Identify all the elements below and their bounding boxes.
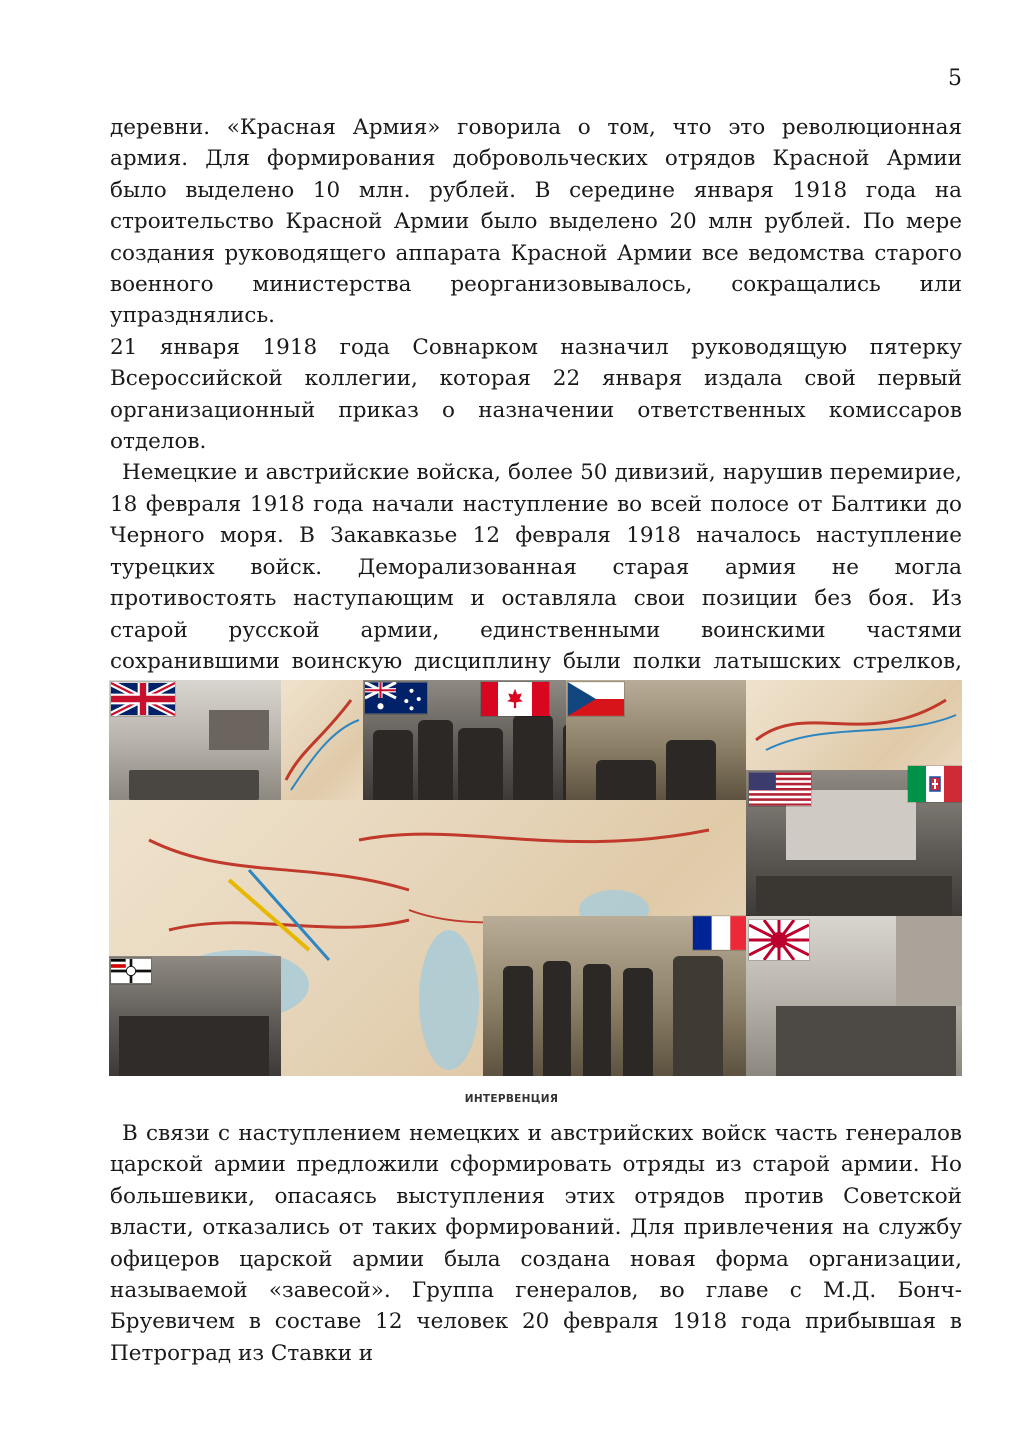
text-block-bottom xyxy=(110,1118,962,1369)
map-northwest xyxy=(281,680,363,800)
uk-flag xyxy=(111,682,175,716)
japan-flag xyxy=(749,920,809,960)
paragraph: деревни. «Красная Армия» говорила о том, что это революционная армия. Для формирования добровольческих отрядов Красной Армии было выделено 10 млн. рублей. В середине января 1918 года на строительство Красной Армии было выделено 20 млн рублей. По мере создания руководящего аппарата Красной Армии все ведомства старого военного министерства реорганизовывалось, сокращались или упразднялись. xyxy=(110,115,962,329)
text-block-top xyxy=(110,112,962,709)
czechoslovakia-flag xyxy=(568,682,624,716)
intervention-collage xyxy=(109,680,962,1076)
map-siberia xyxy=(746,680,962,770)
paragraph: 21 января 1918 года Совнарком назначил руководящую пятерку Всероссийской коллегии, которая 22 января издала свой первый организационный приказ о назначении ответственных комиссаров отделов. xyxy=(110,334,962,455)
page-number: 5 xyxy=(948,66,962,91)
paragraph: В связи с наступлением немецких и австрийских войск часть генералов царской армии предложили сформировать отряды из старой армии. Но большевики, опасаясь выступления этих отрядов против Советской власти, отказались от таких формирований. Для привлечения на службу офицеров царской армии была создана новая форма организации, называемой «завесой». Группа генералов, во главе с М.Д. Бонч- Бруевичем в составе 12 человек 20 февраля 1918 года прибывшая в Петроград из Ставки и xyxy=(110,1121,962,1366)
italy-flag xyxy=(908,766,962,802)
germany-imperial-flag xyxy=(111,958,151,984)
australia-flag xyxy=(365,682,427,714)
france-flag xyxy=(693,916,749,950)
canada-flag xyxy=(481,682,549,716)
figure-caption: ИНТЕРВЕНЦИЯ xyxy=(464,1093,559,1105)
usa-flag xyxy=(749,772,811,806)
paragraph: Немецкие и австрийские войска, более 50 дивизий, нарушив перемирие, 18 февраля 1918 года начали наступление во всей полосе от Балтики до Черного моря. В Закавказье 12 февраля 1918 началось наступление турецких войск. Деморализованная старая армия не могла противостоять наступающим и оставляла свои позиции без боя. Из старой русской армии, единственными воинскими частями сохранившими воинскую дисциплину были полки латышских стрелков, xyxy=(110,460,962,674)
